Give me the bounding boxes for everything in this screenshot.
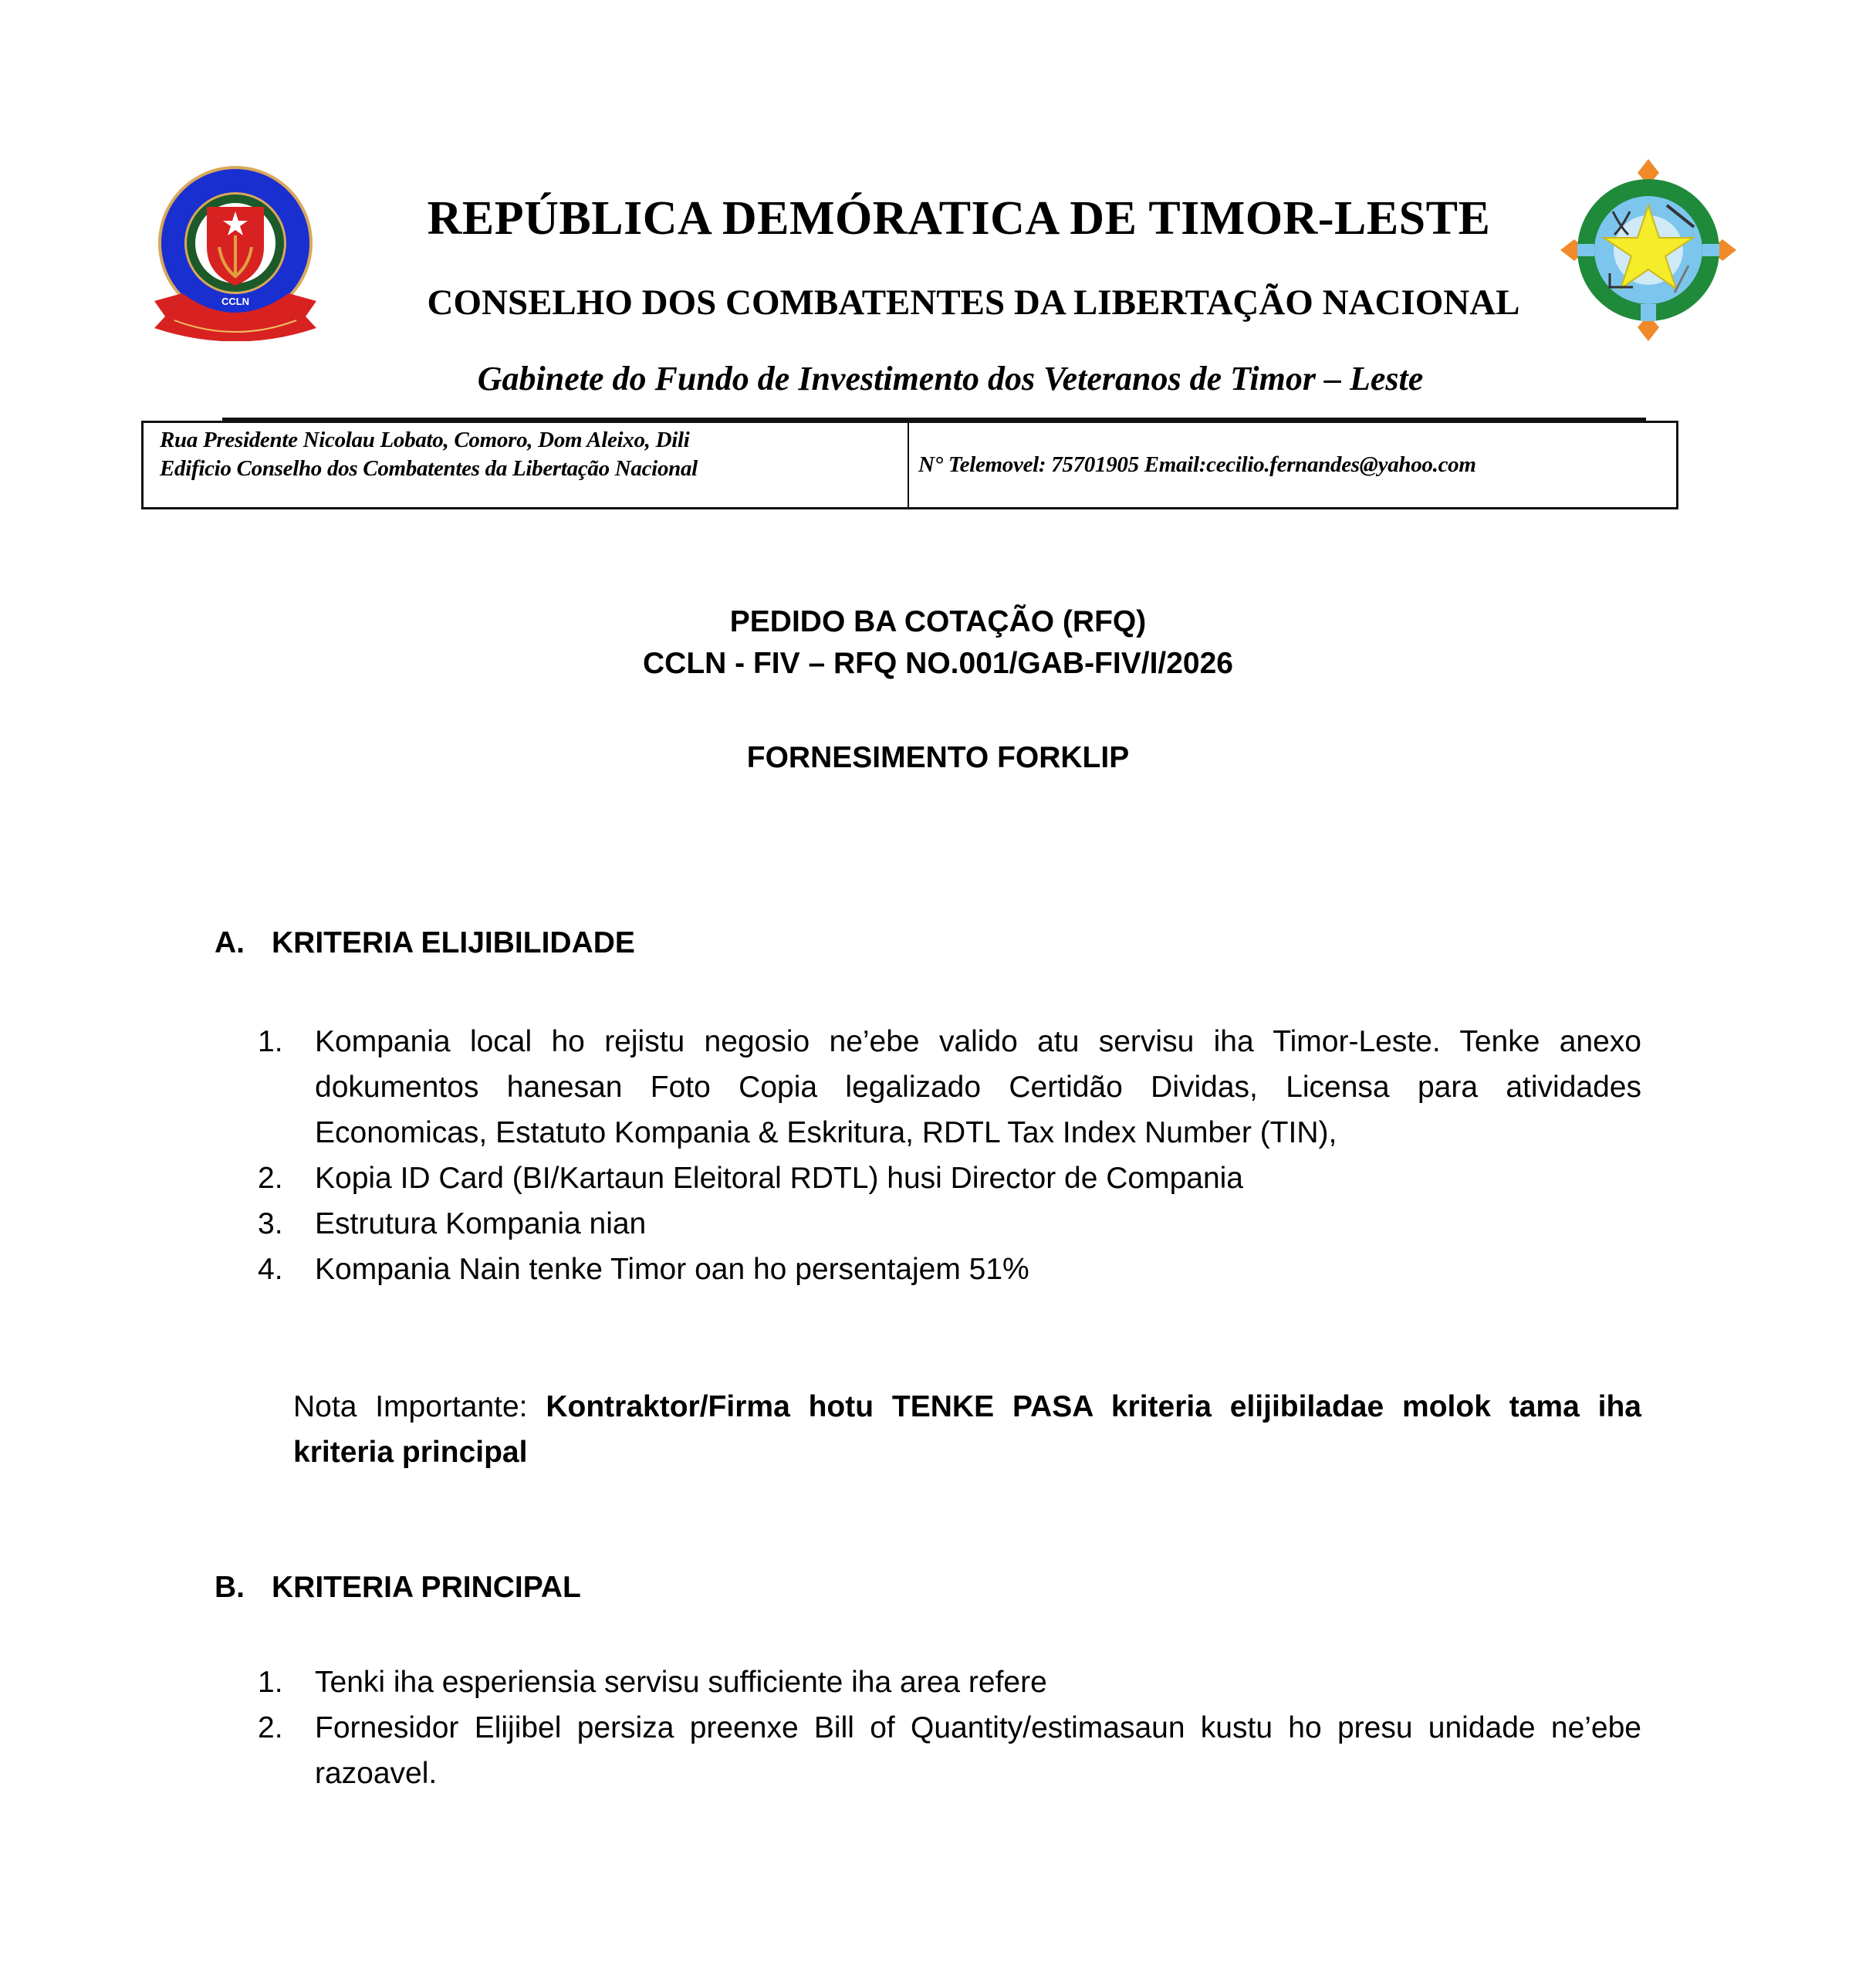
note-bold-text: Kontraktor/Firma hotu TENKE PASA kriteria elijibiladae molok tama iha kriteria principal	[293, 1390, 1642, 1469]
list-item	[258, 1201, 1641, 1247]
note-label: Nota Importante:	[293, 1390, 546, 1423]
section-letter: A.	[215, 926, 245, 959]
address-line-1: Rua Presidente Nicolau Lobato, Comoro, Dom Aleixo, Dili	[160, 428, 690, 452]
list-item	[258, 1019, 1641, 1155]
list-item	[258, 1660, 1641, 1705]
list-item	[258, 1705, 1641, 1796]
important-note	[293, 1384, 1641, 1475]
address-box	[141, 421, 1678, 509]
list-text: Fornesidor Elijibel persiza preenxe Bill of Quantity/estimasaun kustu ho presu unidade ne’ebe razoavel.	[315, 1711, 1641, 1790]
list-number: 2.	[258, 1162, 283, 1195]
letterhead-title: REPÚBLICA DEMÓRATICA DE TIMOR-LESTE	[427, 192, 1491, 245]
principal-list	[258, 1660, 1641, 1796]
address-cell	[144, 423, 909, 507]
contact-info: N° Telemovel: 75701905 Email:cecilio.fernandes@yahoo.com	[918, 452, 1476, 477]
list-text: Estrutura Kompania nian	[315, 1207, 647, 1240]
address-line-2: Edificio Conselho dos Combatentes da Libertação Nacional	[160, 456, 698, 481]
list-text: Tenki iha esperiensia servisu sufficiente iha area refere	[315, 1666, 1047, 1699]
list-item	[258, 1155, 1641, 1201]
svg-text:CCLN: CCLN	[221, 296, 250, 307]
contact-cell	[909, 423, 1676, 507]
section-title: KRITERIA PRINCIPAL	[272, 1571, 581, 1604]
section-heading-principal	[215, 1571, 581, 1605]
document-subject: FORNESIMENTO FORKLIP	[746, 741, 1130, 774]
letterhead-subtitle: CONSELHO DOS COMBATENTES DA LIBERTAÇÃO NACIONAL	[427, 283, 1520, 323]
eligibility-list	[258, 1019, 1641, 1292]
list-text: Kopia ID Card (BI/Kartaun Eleitoral RDTL) husi Director de Compania	[315, 1162, 1244, 1195]
section-title: KRITERIA ELIJIBILIDADE	[272, 926, 635, 959]
list-item	[258, 1247, 1641, 1292]
list-number: 2.	[258, 1711, 283, 1744]
list-text: Kompania Nain tenke Timor oan ho persentajem 51%	[315, 1253, 1029, 1286]
list-number: 1.	[258, 1025, 283, 1058]
section-letter: B.	[215, 1571, 245, 1604]
section-heading-eligibility	[215, 926, 635, 960]
document-reference: CCLN - FIV – RFQ NO.001/GAB-FIV/I/2026	[643, 647, 1233, 680]
list-text: Kompania local ho rejistu negosio ne’ebe valido atu servisu iha Timor-Leste. Tenke anexo dokumentos hanesan Foto Copia legalizado Certidão Dividas, Licensa para atividades Economicas, Estatuto Kompania & Eskritura, RDTL Tax Index Number (TIN),	[315, 1025, 1641, 1149]
list-number: 4.	[258, 1253, 283, 1286]
letterhead-office: Gabinete do Fundo de Investimento dos Veteranos de Timor – Leste	[477, 360, 1424, 398]
document-title: PEDIDO BA COTAÇÃO (RFQ)	[729, 605, 1147, 638]
list-number: 3.	[258, 1207, 283, 1240]
list-number: 1.	[258, 1666, 283, 1699]
